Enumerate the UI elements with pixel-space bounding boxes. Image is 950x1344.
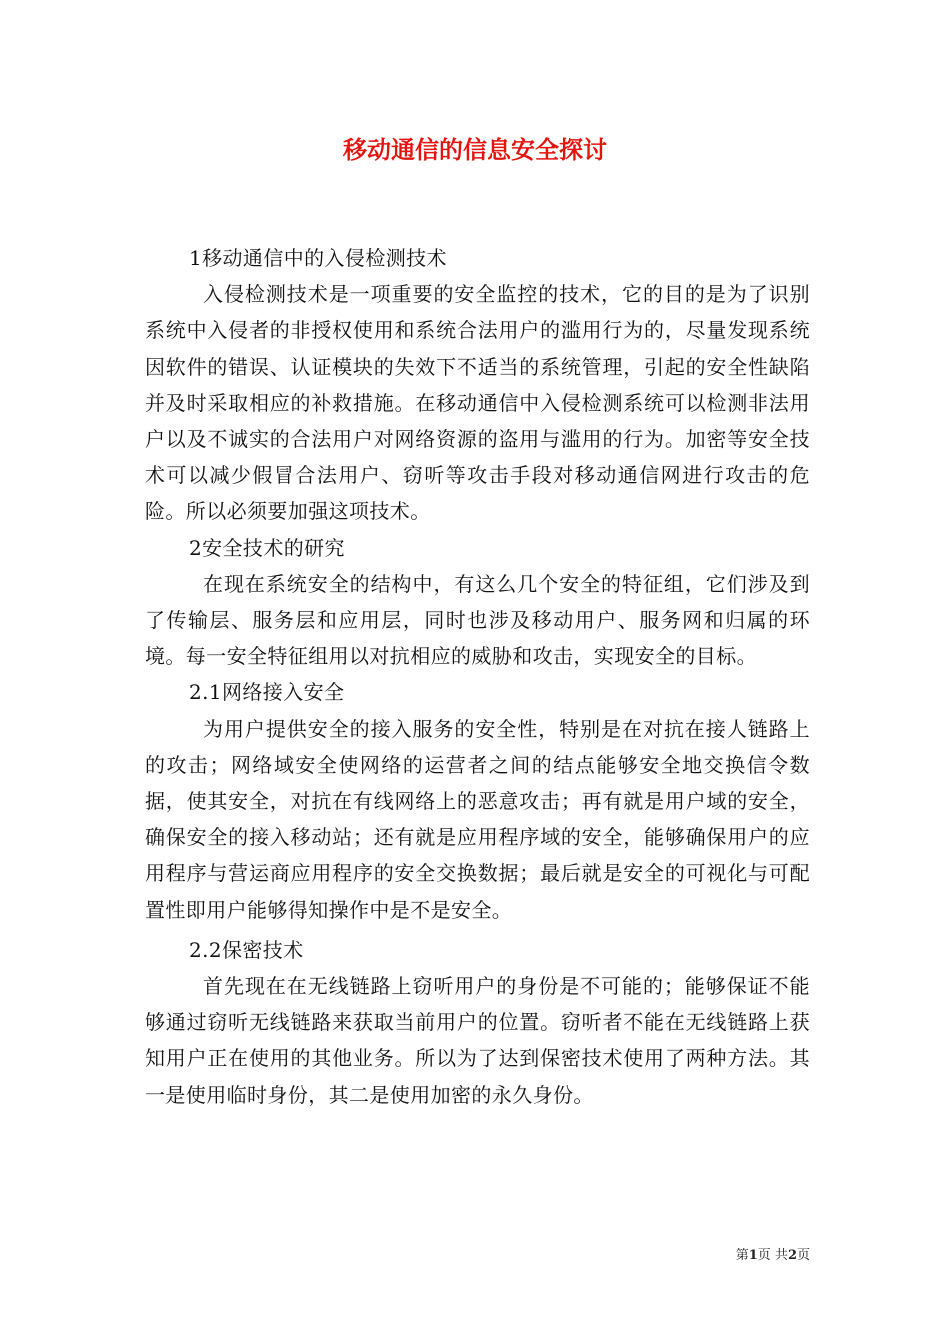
footer-prefix: 第: [735, 1248, 749, 1263]
section-paragraph: 入侵检测技术是一项重要的安全监控的技术，它的目的是为了识别系统中入侵者的非授权使用和系统合法用户的滥用行为的，尽量发现系统因软件的错误、认证模块的失效下不适当的系统管理，引起的安全性缺陷并及时采取相应的补救措施。在移动通信中入侵检测系统可以检测非法用户以及不诚实的合法用户对网络资源的盗用与滥用的行为。加密等安全技术可以减少假冒合法用户、窃听等攻击手段对移动通信网进行攻击的危险。所以必须要加强这项技术。: [145, 282, 810, 524]
page-footer: [690, 1247, 810, 1265]
document-body: [145, 240, 810, 1113]
section-paragraph: 为用户提供安全的接入服务的安全性，特别是在对抗在接人链路上的攻击；网络域安全使网络的运营者之间的结点能够安全地交换信令数据，使其安全，对抗在有线网络上的恶意攻击；再有就是用户域的安全，确保安全的接入移动站；还有就是应用程序域的安全，能够确保用户的应用程序与营运商应用程序的安全交换数据；最后就是安全的可视化与可配置性即用户能够得知操作中是不是安全。: [145, 716, 810, 922]
section-heading: 1移动通信中的入侵检测技术: [189, 246, 447, 270]
section-heading: 2.1网络接入安全: [189, 680, 345, 705]
document-title: 移动通信的信息安全探讨: [343, 136, 607, 164]
footer-middle: 页 共: [757, 1248, 788, 1263]
footer-page-number: 1: [748, 1248, 758, 1263]
footer-total-pages: 2: [787, 1248, 797, 1263]
section-paragraph: 首先现在在无线链路上窃听用户的身份是不可能的；能够保证不能够通过窃听无线链路来获取当前用户的位置。窃听者不能在无线链路上获知用户正在使用的其他业务。所以为了达到保密技术使用了两种方法。其一是使用临时身份，其二是使用加密的永久身份。: [145, 974, 810, 1107]
section-heading: 2.2保密技术: [189, 937, 304, 962]
footer-suffix: 页: [796, 1248, 810, 1263]
section-paragraph: 在现在系统安全的结构中，有这么几个安全的特征组，它们涉及到了传输层、服务层和应用层，同时也涉及移动用户、服务网和归属的环境。每一安全特征组用以对抗相应的威胁和攻击，实现安全的目标。: [145, 571, 810, 669]
section-heading: 2安全技术的研究: [189, 535, 345, 560]
